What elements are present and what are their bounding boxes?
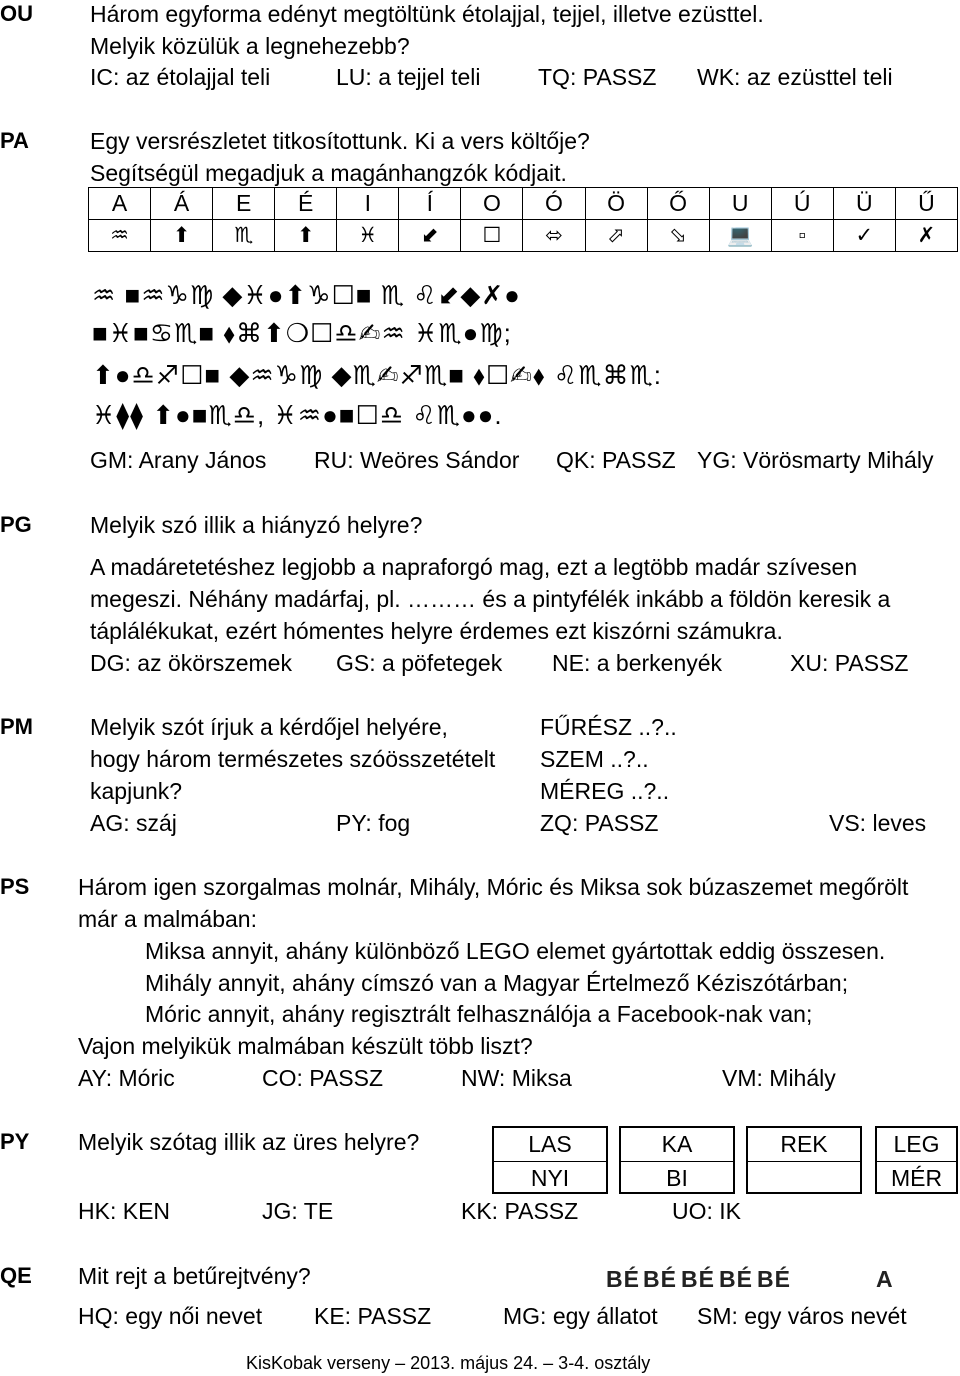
compound-word: SZEM ..?.. [540,746,649,772]
answer-code: HQ: [78,1303,119,1329]
answer-code: AG: [90,810,130,836]
rebus-letter: BÉ [719,1266,753,1292]
answer-option[interactable] [552,652,722,675]
answer-text: PASSZ [309,1065,383,1091]
answer-text: Arany János [138,447,267,473]
vowel-symbol-icon: ✗ [895,220,957,252]
answer-option[interactable] [697,449,933,472]
syllable-empty-cell [748,1162,860,1195]
answer-option[interactable] [78,1200,170,1223]
answer-option[interactable] [262,1200,333,1223]
answer-text: fog [378,810,411,836]
question-code-pg: PG [0,512,32,537]
question-code-pa: PA [0,128,29,153]
vowel-cell: Ú [771,188,833,220]
answer-text: leves [872,810,927,836]
vowel-cell: O [461,188,523,220]
answer-option[interactable] [336,652,502,675]
vowel-symbol-icon: ⬄ [523,220,585,252]
syllable-box [746,1126,862,1194]
question-text-line: megeszi. Néhány madárfaj, pl. ……… és a pintyfélék inkább a földön keresik a [90,586,891,612]
answer-option[interactable] [672,1200,741,1223]
question-text-line: Három egyforma edényt megtöltünk étolajjal, tejjel, illetve ezüsttel. [90,1,764,27]
answer-text: egy állatot [552,1303,658,1329]
cipher-line: ■♓■♋♏■ ⬧⌘⬆❍☐♎✍♒ ♓♏●♍; [92,318,512,348]
vowel-code-table [88,187,958,252]
answer-option[interactable] [336,812,410,835]
question-text-line: Melyik szótag illik az üres helyre? [78,1129,420,1155]
syllable-cell: KA [621,1128,733,1162]
answer-code: AY: [78,1065,113,1091]
question-code-ou: OU [0,1,33,26]
answer-text: Móric [118,1065,175,1091]
answer-option[interactable] [556,449,676,472]
answer-option[interactable] [697,66,893,89]
answer-text: Mihály [769,1065,836,1091]
question-text-line: hogy három természetes szóösszetételt [90,746,496,772]
answer-code: UO: [672,1198,713,1224]
answer-text: az étolajjal teli [125,64,271,90]
answer-text: Miksa [511,1065,572,1091]
answer-code: IC: [90,64,120,90]
answer-code: LU: [336,64,372,90]
answer-text: száj [136,810,177,836]
answer-text: az ezüsttel teli [746,64,893,90]
question-text-line: Három igen szorgalmas molnár, Mihály, Móric és Miksa sok búzaszemet megőrölt [78,874,909,900]
answer-option[interactable] [90,66,270,89]
answer-text: PASSZ [584,810,659,836]
answer-code: CO: [262,1065,303,1091]
answer-text: PASSZ [834,650,909,676]
answer-option[interactable] [90,652,292,675]
symbol-row [89,220,958,252]
answer-code: TQ: [538,64,577,90]
syllable-cell: NYI [530,1165,570,1191]
answer-code: GM: [90,447,134,473]
vowel-cell: Ő [647,188,709,220]
question-text-line: Melyik szót írjuk a kérdőjel helyére, [90,714,448,740]
rebus-letter: BÉ [757,1266,791,1292]
vowel-symbol-icon: ☐ [461,220,523,252]
answer-option[interactable] [90,449,266,472]
answer-option[interactable] [314,449,519,472]
vowel-cell: U [709,188,771,220]
answer-text: IK [719,1198,742,1224]
answer-code: PY: [336,810,372,836]
answer-option[interactable] [503,1305,658,1328]
syllable-box [619,1126,735,1194]
vowel-symbol-icon: ♒ [89,220,151,252]
syllable-cell: MÉR [890,1165,943,1191]
question-text-line: Móric annyit, ahány regisztrált felhasználója a Facebook-nak van; [145,1001,813,1027]
answer-code: VM: [722,1065,763,1091]
answer-text: PASSZ [582,64,657,90]
answer-text: a berkenyék [596,650,723,676]
vowel-symbol-icon: 💻 [709,220,771,252]
vowel-cell: I [337,188,399,220]
answer-code: JG: [262,1198,298,1224]
answer-option[interactable] [697,1305,907,1328]
answer-text: egy város nevét [744,1303,907,1329]
answer-code: KE: [314,1303,352,1329]
vowel-symbol-icon: ▫ [771,220,833,252]
answer-text: Vörösmarty Mihály [743,447,934,473]
answer-code: SM: [697,1303,738,1329]
answer-option[interactable] [540,812,658,835]
question-text-line: Mit rejt a betűrejtvény? [78,1263,311,1289]
answer-option[interactable] [78,1305,262,1328]
question-text-line: Segítségül megadjuk a magánhangzók kódjait. [90,160,567,186]
cipher-line: ⬆●♎♐☐■ ◆♒♑♍ ◆♏✍♐♏■ ⬧☐✍⬧ ♌♏⌘♏: [92,360,662,390]
answer-code: NW: [461,1065,506,1091]
answer-text: a pöfetegek [382,650,503,676]
syllable-cell: LEG [877,1128,956,1162]
answer-code: QK: [556,447,596,473]
answer-option[interactable] [538,66,656,89]
answer-text: a tejjel teli [378,64,481,90]
question-text-line: táplálékukat, ezért hómentes helyre érdemes ezt kiszórni számukra. [90,618,783,644]
answer-code: MG: [503,1303,547,1329]
vowel-cell: Í [399,188,461,220]
vowel-symbol-icon: ⬂ [647,220,709,252]
answer-code: HK: [78,1198,117,1224]
compound-word: FŰRÉSZ ..?.. [540,714,677,740]
answer-text: KEN [122,1198,171,1224]
vowel-symbol-icon: ✓ [833,220,895,252]
syllable-cell: LAS [494,1128,606,1162]
answer-code: KK: [461,1198,499,1224]
question-text-line: Miksa annyit, ahány különböző LEGO elemet gyártottak eddig összesen. [145,938,886,964]
vowel-cell: A [89,188,151,220]
question-text-line: kapjunk? [90,778,183,804]
vowel-symbol-icon: ⬆ [275,220,337,252]
answer-text: TE [303,1198,334,1224]
vowel-symbol-icon: ♏ [213,220,275,252]
syllable-cell: REK [748,1128,860,1162]
answer-option[interactable] [336,66,480,89]
answer-option[interactable] [461,1200,578,1223]
answer-option[interactable] [90,812,177,835]
answer-option[interactable] [262,1067,383,1090]
vowel-symbol-icon: ♓ [337,220,399,252]
vowel-cell: Á [151,188,213,220]
answer-text: PASSZ [504,1198,579,1224]
answer-option[interactable] [790,652,908,675]
answer-code: WK: [697,64,741,90]
question-text-line: Egy versrészletet titkosítottunk. Ki a vers költője? [90,128,590,154]
page-footer: KisKobak verseny – 2013. május 24. – 3-4. osztály [246,1353,651,1373]
question-text-line: már a malmában: [78,906,257,932]
vowel-symbol-icon: ⬋ [399,220,461,252]
answer-option[interactable] [461,1067,572,1090]
answer-option[interactable] [722,1067,836,1090]
vowel-row [89,188,958,220]
answer-code: NE: [552,650,591,676]
vowel-cell: É [275,188,337,220]
question-text-line: A madáretetéshez legjobb a napraforgó mag, ezt a legtöbb madár szívesen [90,554,858,580]
vowel-cell: Ó [523,188,585,220]
answer-option[interactable] [829,812,926,835]
answer-code: XU: [790,650,829,676]
question-text-line: Melyik szó illik a hiányzó helyre? [90,512,423,538]
cipher-line: ♓⧫⧫ ⬆●■♏♎, ♓♒●■☐♎ ♌♏●●. [92,400,503,430]
question-text-line: Mihály annyit, ahány címszó van a Magyar Értelmező Kéziszótárban; [145,970,849,996]
answer-code: ZQ: [540,810,579,836]
question-code-qe: QE [0,1263,32,1288]
rebus-letter: A [876,1266,894,1292]
answer-text: PASSZ [602,447,676,473]
answer-code: RU: [314,447,354,473]
answer-option[interactable] [78,1067,175,1090]
question-code-pm: PM [0,714,33,739]
answer-text: egy női nevet [125,1303,263,1329]
answer-text: Weöres Sándor [360,447,520,473]
syllable-box [875,1126,958,1194]
question-code-ps: PS [0,874,30,899]
rebus-letter: BÉ [643,1266,677,1292]
question-text-line: Vajon melyikük malmában készült több liszt? [78,1033,533,1059]
answer-code: DG: [90,650,131,676]
vowel-cell: Ö [585,188,647,220]
question-text-line: Melyik közülük a legnehezebb? [90,33,410,59]
answer-code: YG: [697,447,737,473]
answer-option[interactable] [314,1305,431,1328]
answer-code: GS: [336,650,376,676]
cipher-line: ♒ ■♒♑♍ ◆♓●⬆♑☐■ ♏ ♌⬋◆✗● [92,280,521,310]
syllable-cell: BI [666,1165,688,1191]
vowel-cell: E [213,188,275,220]
answer-text: az ökörszemek [137,650,292,676]
vowel-cell: Ü [833,188,895,220]
vowel-symbol-icon: ⬆ [151,220,213,252]
compound-word: MÉREG ..?.. [540,778,670,804]
syllable-box [492,1126,608,1194]
answer-text: PASSZ [357,1303,432,1329]
rebus-letter: BÉ [606,1266,640,1292]
rebus-letter: BÉ [681,1266,715,1292]
question-code-py: PY [0,1129,30,1154]
answer-code: VS: [829,810,867,836]
vowel-cell: Ű [895,188,957,220]
vowel-symbol-icon: ⬀ [585,220,647,252]
